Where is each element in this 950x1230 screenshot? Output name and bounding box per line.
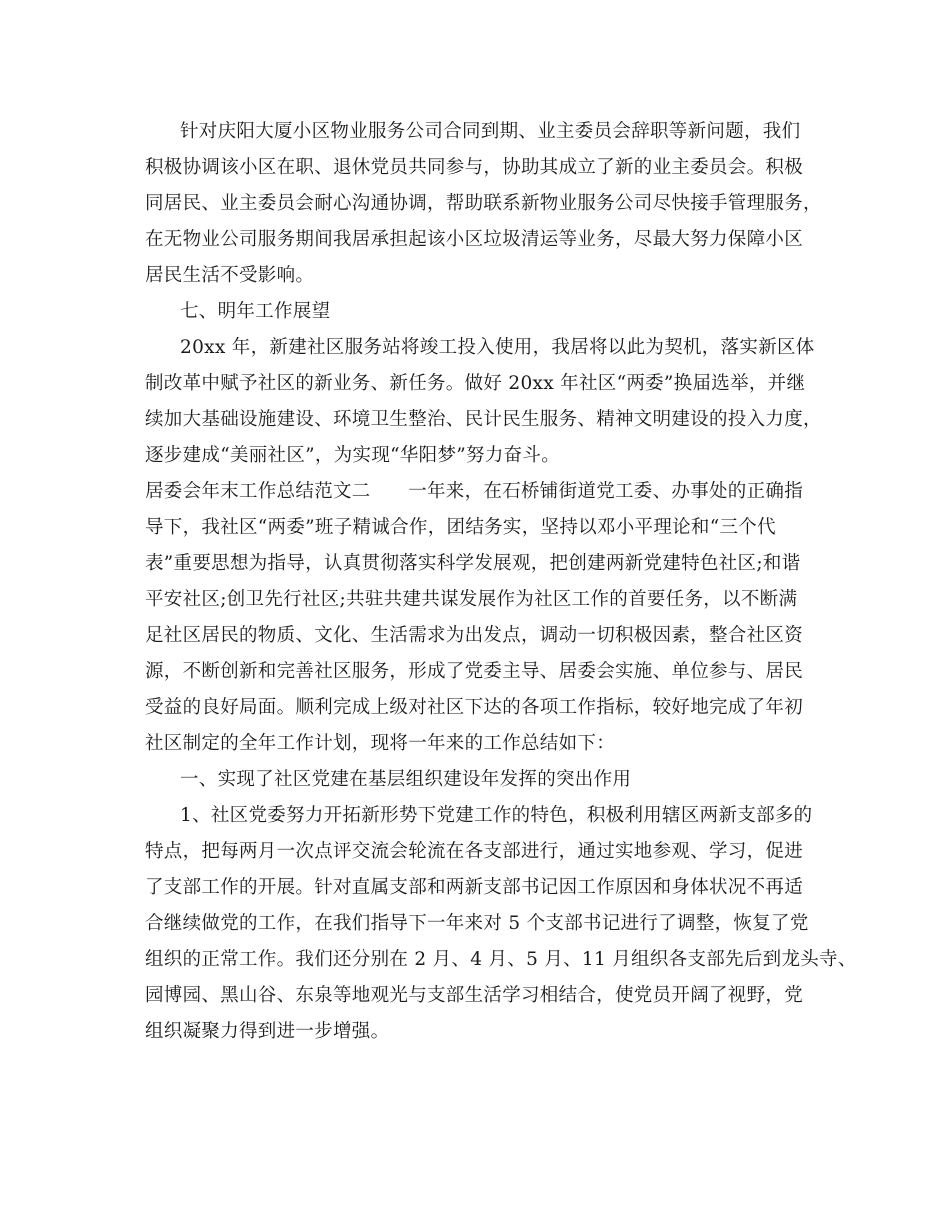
text-line: 续加大基础设施建设、环境卫生整治、民计民生服务、精神文明建设的投入力度， (145, 409, 822, 430)
text-line: 了支部工作的开展。针对直属支部和两新支部书记因工作原因和身体状况不再适 (145, 877, 804, 898)
section-heading: 七、明年工作展望 (180, 301, 331, 322)
text-line: 社区制定的全年工作计划，现将一年来的工作总结如下： (145, 733, 616, 754)
text-line: 源，不断创新和完善社区服务，形成了党委主导、居委会实施、单位参与、居民 (145, 661, 804, 682)
section-heading: 一、实现了社区党建在基层组织建设年发挥的突出作用 (180, 769, 632, 790)
text-line: 同居民、业主委员会耐心沟通协调，帮助联系新物业服务公司尽快接手管理服务， (145, 193, 822, 214)
text-line: 平安社区;创卫先行社区;共驻共建共谋发展作为社区工作的首要任务，以不断满 (145, 589, 798, 610)
text-line: 20xx 年，新建社区服务站将竣工投入使用，我居将以此为契机，落实新区体 (180, 337, 815, 358)
text-line: 居民生活不受影响。 (145, 265, 315, 286)
text-line: 积极协调该小区在职、退休党员共同参与，协助其成立了新的业主委员会。积极 (145, 157, 804, 178)
text-line: 园博园、黑山谷、东泉等地观光与支部生活学习相结合，使党员开阔了视野，党 (145, 985, 804, 1006)
text-line: 受益的良好局面。顺利完成上级对社区下达的各项工作指标，较好地完成了年初 (145, 697, 804, 718)
text-line: 组织凝聚力得到进一步增强。 (145, 1021, 390, 1042)
text-line: 制改革中赋予社区的新业务、新任务。做好 20xx 年社区“两委”换届选举，并继 (145, 373, 806, 394)
text-line: 特点，把每两月一次点评交流会轮流在各支部进行，通过实地参观、学习，促进 (145, 841, 804, 862)
article-title-line: 居委会年末工作总结范文二 一年来，在石桥铺街道党工委、办事处的正确指 (145, 481, 804, 502)
text-line: 逐步建成“美丽社区”，为实现“华阳梦”努力奋斗。 (145, 445, 561, 466)
text-line: 足社区居民的物质、文化、生活需求为出发点，调动一切积极因素，整合社区资 (145, 625, 804, 646)
text-line: 组织的正常工作。我们还分别在 2 月、4 月、5 月、11 月组织各支部先后到龙头寺、 (145, 949, 857, 970)
text-line: 表”重要思想为指导，认真贯彻落实科学发展观，把创建两新党建特色社区;和谐 (145, 553, 801, 574)
text-line: 导下，我社区“两委”班子精诚合作，团结务实，坚持以邓小平理论和“三个代 (145, 517, 776, 538)
text-line: 针对庆阳大厦小区物业服务公司合同到期、业主委员会辞职等新问题，我们 (180, 121, 801, 142)
text-line: 合继续做党的工作，在我们指导下一年来对 5 个支部书记进行了调整，恢复了党 (145, 913, 809, 934)
text-line: 在无物业公司服务期间我居承担起该小区垃圾清运等业务，尽最大努力保障小区 (145, 229, 804, 250)
text-line: 1、社区党委努力开拓新形势下党建工作的特色，积极利用辖区两新支部多的 (180, 805, 813, 826)
